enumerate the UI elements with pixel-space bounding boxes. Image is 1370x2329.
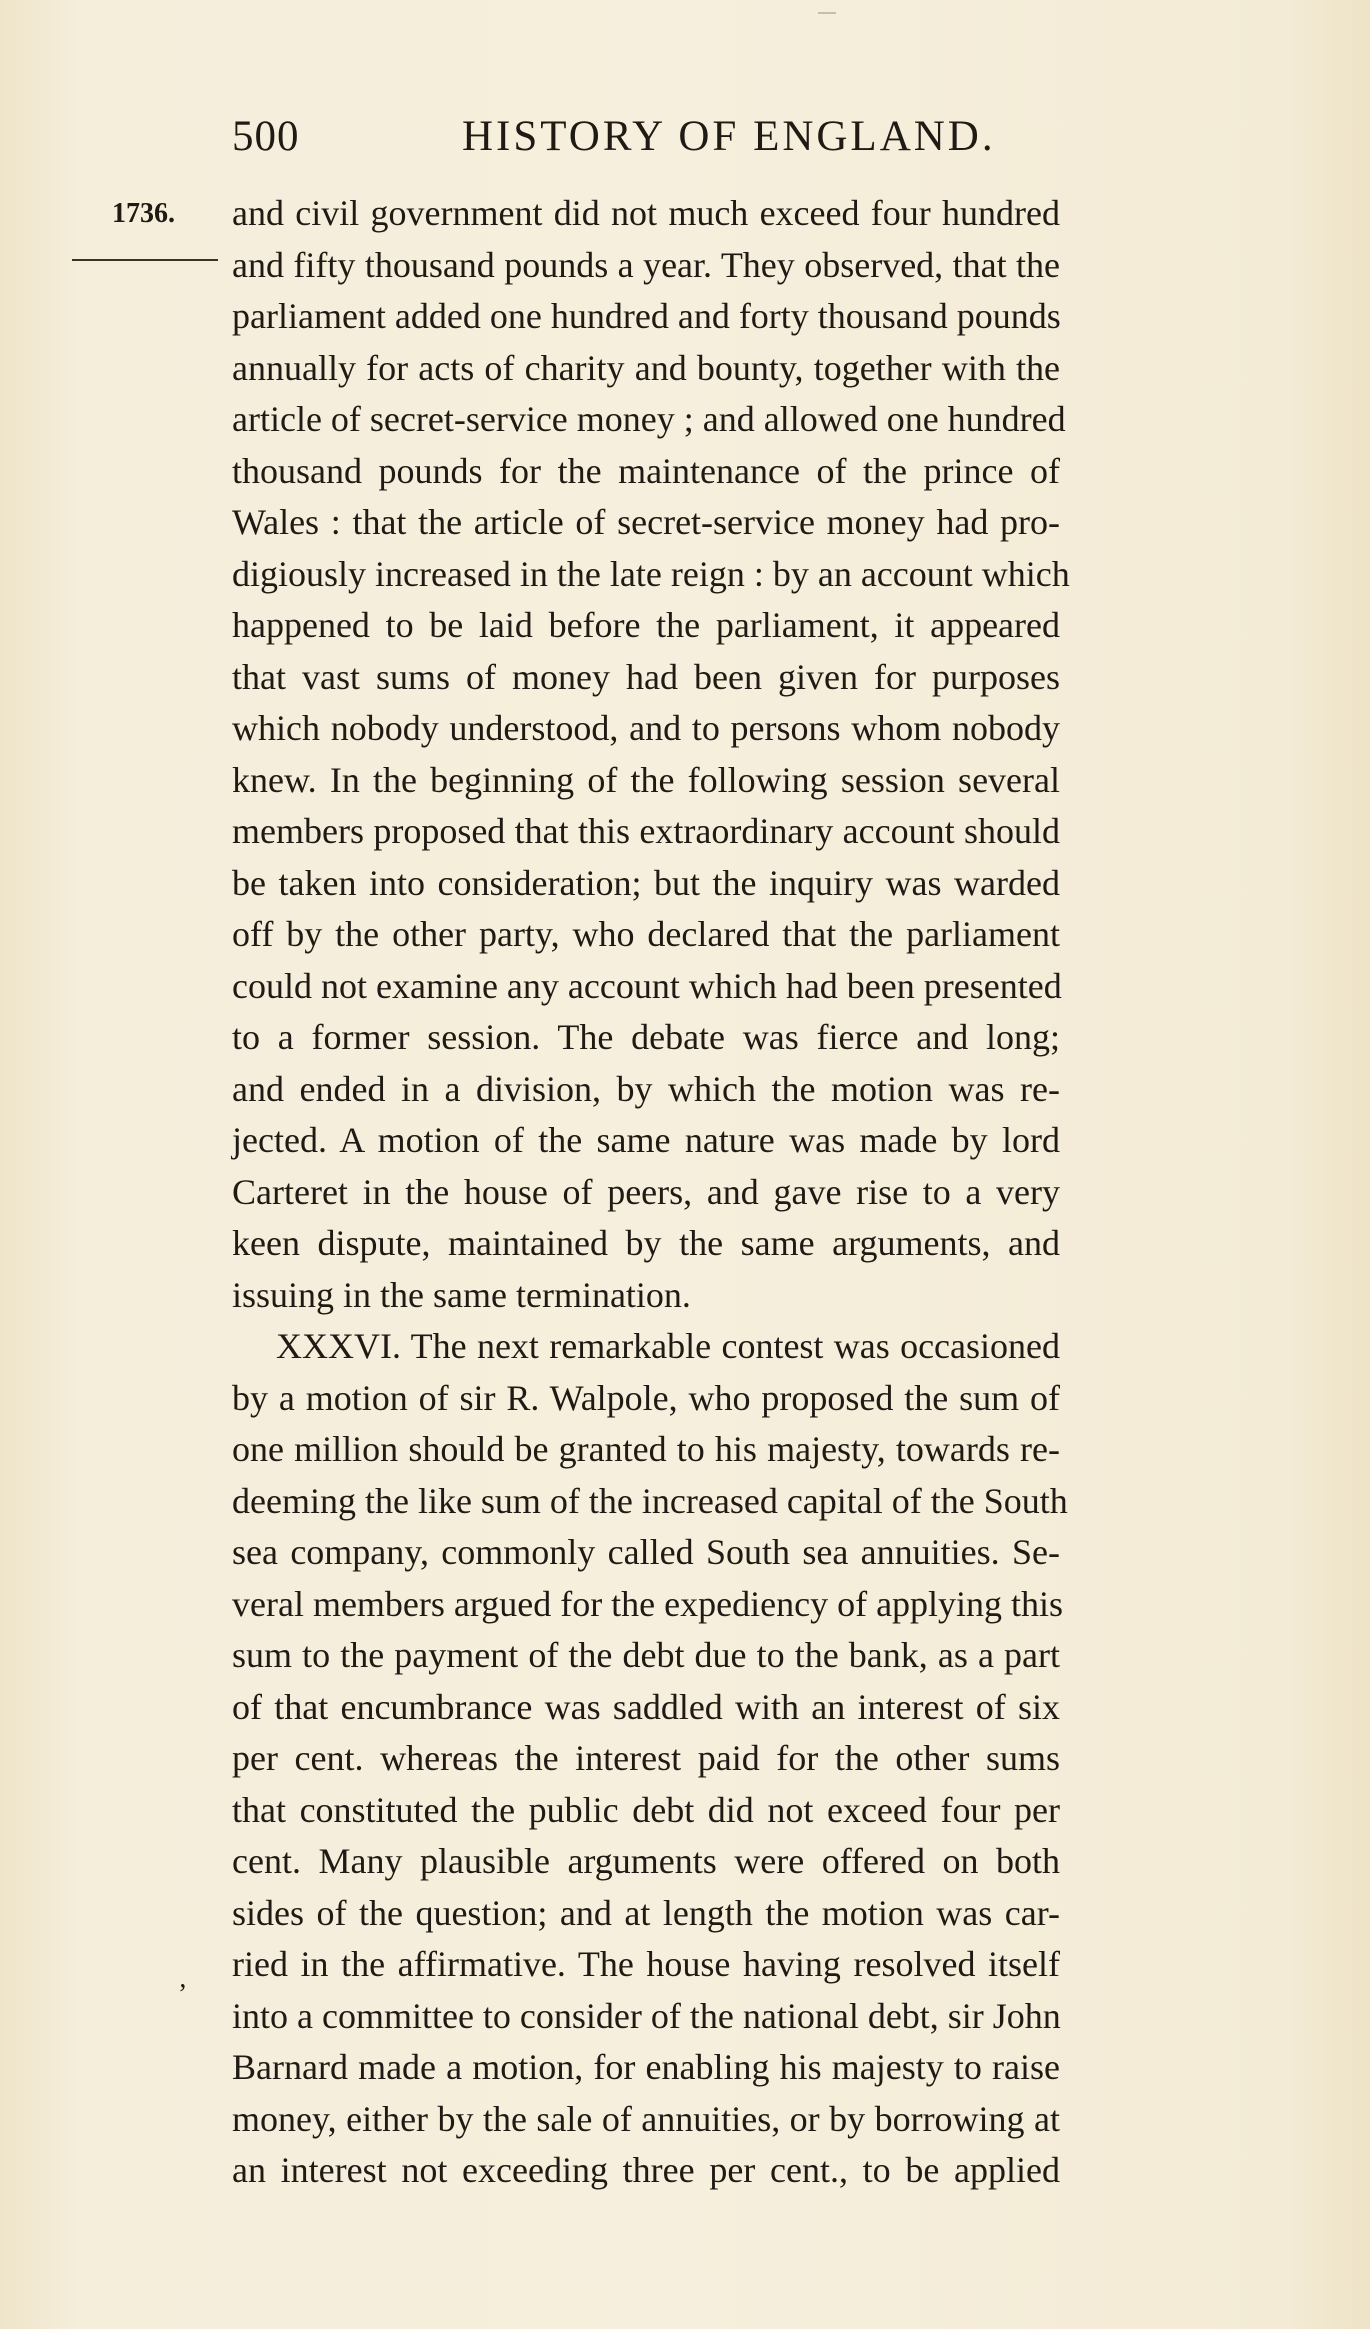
- text-line: off by the other party, who declared that the parliament: [232, 914, 1060, 954]
- text-line: cent. Many plausible arguments were offered on both: [232, 1841, 1060, 1881]
- text-line: and civil government did not much exceed four hundred: [232, 193, 1060, 233]
- section-start-line: XXXVI. The next remarkable contest was occasioned: [276, 1326, 1060, 1366]
- text-line: deeming the like sum of the increased capital of the South: [232, 1480, 1068, 1521]
- text-line: thousand pounds for the maintenance of the prince of: [232, 450, 1060, 491]
- text-line: money, either by the sale of annuities, or by borrowing at: [232, 2098, 1060, 2139]
- running-title: HISTORY OF ENGLAND.: [462, 113, 996, 160]
- text-line: Barnard made a motion, for enabling his majesty to raise: [232, 2047, 1060, 2087]
- text-line: Carteret in the house of peers, and gave rise to a very: [232, 1171, 1060, 1212]
- text-line: which nobody understood, and to persons whom nobody: [232, 708, 1060, 748]
- text-line: article of secret-service money ; and allowed one hundred: [232, 399, 1066, 439]
- text-line: parliament added one hundred and forty thousand pounds: [232, 296, 1061, 336]
- text-line: to a former session. The debate was fierce and long;: [232, 1017, 1060, 1057]
- paragraph-end-line: issuing in the same termination.: [232, 1274, 691, 1315]
- margin-year: 1736.: [112, 198, 175, 229]
- text-line: sea company, commonly called South sea annuities. Se-: [232, 1532, 1060, 1572]
- text-line: jected. A motion of the same nature was made by lord: [232, 1120, 1060, 1160]
- text-line: and ended in a division, by which the motion was re-: [232, 1068, 1060, 1109]
- text-line: digiously increased in the late reign : by an account which: [232, 553, 1070, 594]
- text-line: by a motion of sir R. Walpole, who proposed the sum of: [232, 1377, 1060, 1418]
- text-line: keen dispute, maintained by the same arguments, and: [232, 1223, 1060, 1263]
- text-line: that constituted the public debt did not exceed four per: [232, 1789, 1060, 1830]
- text-line: an interest not exceeding three per cent., to be applied: [232, 2150, 1060, 2190]
- text-line: Wales : that the article of secret-service money had pro-: [232, 502, 1060, 542]
- text-line: ried in the affirmative. The house having resolved itself: [232, 1944, 1060, 1984]
- text-line: of that encumbrance was saddled with an interest of six: [232, 1686, 1060, 1727]
- text-line: knew. In the beginning of the following session several: [232, 759, 1060, 800]
- margin-rule: [72, 259, 218, 261]
- text-line: could not examine any account which had been presented: [232, 965, 1062, 1006]
- text-line: members proposed that this extraordinary account should: [232, 811, 1060, 851]
- text-line: be taken into consideration; but the inquiry was warded: [232, 862, 1060, 903]
- text-line: and fifty thousand pounds a year. They observed, that the: [232, 244, 1060, 285]
- margin-mark: ‚: [178, 1963, 188, 1994]
- text-line: sum to the payment of the debt due to the bank, as a part: [232, 1635, 1060, 1675]
- text-line: annually for acts of charity and bounty, together with the: [232, 347, 1060, 388]
- text-line: veral members argued for the expediency of applying this: [232, 1583, 1064, 1624]
- text-line: happened to be laid before the parliament, it appeared: [232, 605, 1060, 645]
- text-line: per cent. whereas the interest paid for the other sums: [232, 1738, 1060, 1778]
- text-line: into a committee to consider of the national debt, sir John: [232, 1995, 1061, 2036]
- body-text: [232, 188, 1070, 2197]
- page-header: [232, 112, 1062, 172]
- text-line: sides of the question; and at length the motion was car-: [232, 1892, 1060, 1933]
- page-blemish: [818, 12, 836, 14]
- page-number: 500: [232, 113, 300, 160]
- text-line: that vast sums of money had been given for purposes: [232, 656, 1060, 697]
- text-line: one million should be granted to his majesty, towards re-: [232, 1429, 1060, 1469]
